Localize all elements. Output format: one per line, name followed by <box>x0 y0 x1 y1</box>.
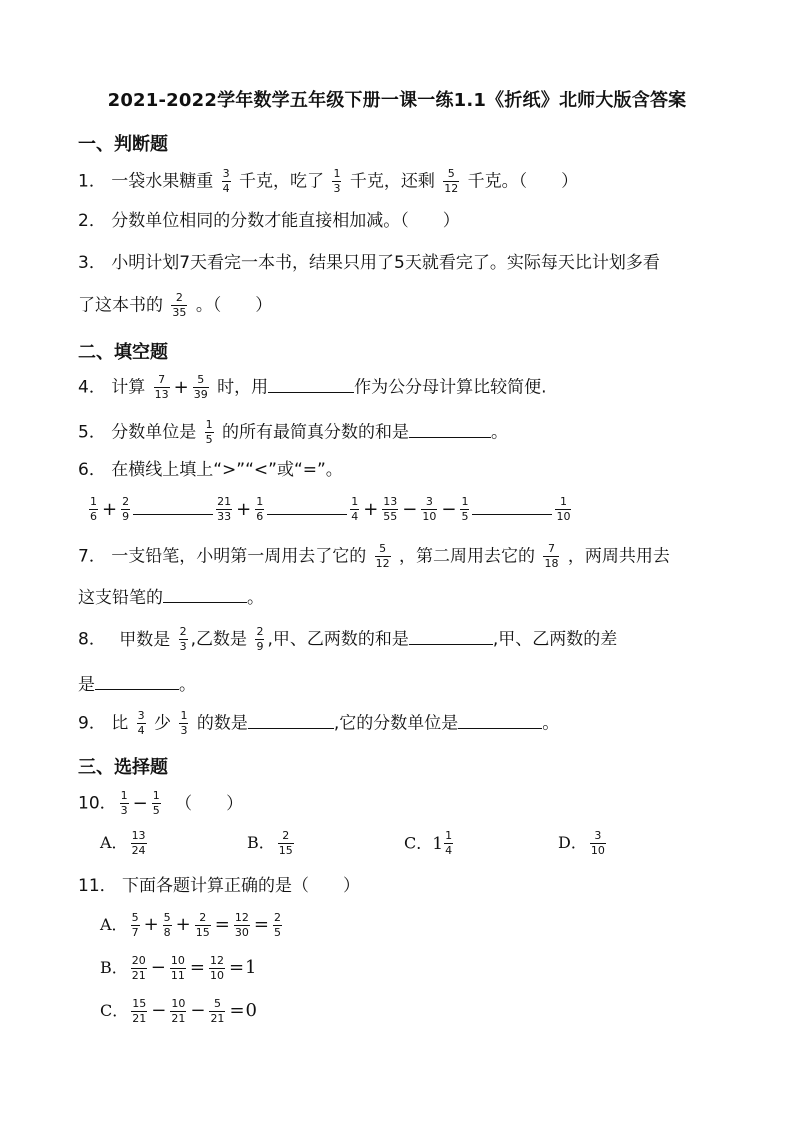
question-3-cont <box>78 292 272 319</box>
question-7 <box>78 543 670 570</box>
operator: + <box>363 498 379 520</box>
question-text: 下面各题计算正确的是（ ） <box>122 876 361 896</box>
question-text: 。 <box>542 713 560 734</box>
operator: − <box>402 498 418 520</box>
question-10 <box>78 790 243 817</box>
fraction: $\frac{5}{12}$ <box>444 167 459 196</box>
question-text: 。 <box>247 588 264 608</box>
fraction: $\frac{5}{12}$ <box>375 542 390 571</box>
option-c[interactable]: C． $\frac{15}{21}$ − $\frac{10}{21}$ − $\frac{5}{21}$ =0 <box>100 997 257 1026</box>
compare-blank[interactable] <box>133 497 213 515</box>
question-3 <box>78 255 660 272</box>
question-text: ,它的分数单位是 <box>333 713 459 734</box>
question-1 <box>78 168 578 195</box>
fraction: $\frac{2}{9}$ <box>256 625 264 654</box>
question-text: 一支铅笔，小明第一周用去了它的 <box>111 546 367 567</box>
question-text: 。（ ） <box>195 295 273 316</box>
question-11 <box>78 878 360 895</box>
question-text: 分数单位相同的分数才能直接相加减。（ ） <box>111 211 460 231</box>
option-a[interactable]: A． $\frac{5}{7}$ + $\frac{5}{8}$ + $\frac{2}{15}$ = $\frac{12}{30}$ = $\frac{2}{5}$ <box>100 911 281 940</box>
fraction: $\frac{2}{3}$ <box>179 625 187 654</box>
option-label: B． <box>100 958 128 978</box>
question-number: 1． <box>78 171 106 192</box>
fraction: $\frac{5}{39}$ <box>193 373 208 402</box>
question-text: 在横线上填上“>”“<”或“=”。 <box>111 460 343 480</box>
fraction: $\frac{3}{4}$ <box>137 709 145 738</box>
fraction: $\frac{3}{10}$ <box>422 495 437 524</box>
answer-blank[interactable] <box>409 420 491 438</box>
question-text: 了这本书的 <box>78 295 163 316</box>
question-text: ，两周共用去 <box>567 546 670 567</box>
question-text: 千克，还剩 <box>349 171 435 192</box>
operator: + <box>236 498 252 520</box>
question-number: 5． <box>78 422 106 443</box>
answer-blank[interactable] <box>458 711 542 729</box>
question-text: 少 <box>154 713 172 734</box>
page-title: 2021-2022学年数学五年级下册一课一练1.1《折纸》北师大版含答案 <box>107 90 687 111</box>
question-number: 3． <box>78 253 106 273</box>
question-text: 的所有最简真分数的和是 <box>222 422 410 443</box>
question-5 <box>78 419 508 446</box>
option-a[interactable] <box>100 830 150 857</box>
operator: + <box>102 498 118 520</box>
question-number: 7． <box>78 546 106 567</box>
answer-blank[interactable] <box>248 711 334 729</box>
question-number: 9． <box>78 713 106 734</box>
answer-blank[interactable] <box>409 627 493 645</box>
option-d[interactable] <box>558 830 609 857</box>
fraction: $\frac{1}{3}$ <box>180 709 188 738</box>
fraction: $\frac{3}{10}$ <box>590 829 605 858</box>
question-text: 这支铅笔的 <box>78 588 163 608</box>
fraction: $\frac{1}{6}$ <box>256 495 264 524</box>
question-text: 是 <box>78 675 95 695</box>
question-text: 比 <box>111 713 129 734</box>
fraction: $\frac{1}{5}$ <box>461 495 469 524</box>
fraction: $\frac{1}{6}$ <box>90 495 97 524</box>
question-text: ,甲、乙两数的和是 <box>267 629 409 650</box>
question-number: 4． <box>78 377 106 398</box>
question-text: 一袋水果糖重 <box>111 171 214 192</box>
question-number: 8． <box>78 629 106 650</box>
plus-sign: + <box>173 376 189 398</box>
question-text: 。 <box>491 422 509 443</box>
fraction: $\frac{21}{33}$ <box>217 495 232 524</box>
fraction: $\frac{1}{10}$ <box>556 495 571 524</box>
fraction: $\frac{2}{15}$ <box>278 829 293 858</box>
question-text: 作为公分母计算比较简便. <box>354 377 547 398</box>
compare-blank[interactable] <box>267 497 347 515</box>
question-6 <box>78 462 343 479</box>
option-label: A． <box>100 915 128 935</box>
mixed-number: 1 $\frac{1}{4}$ <box>432 829 453 858</box>
question-text: 千克，吃了 <box>239 171 325 192</box>
option-b[interactable]: B． $\frac{20}{21}$ − $\frac{10}{11}$ = $\frac{12}{10}$ =1 <box>100 954 257 983</box>
question-text: 。 <box>179 675 196 695</box>
answer-blank[interactable] <box>163 585 247 603</box>
answer-paren: （ ） <box>175 793 244 814</box>
option-label: C． <box>100 1001 129 1021</box>
question-number: 2． <box>78 211 106 231</box>
fraction: $\frac{1}{3}$ <box>333 167 341 196</box>
section-heading-fill: 二、填空题 <box>78 342 168 363</box>
question-text: 千克。（ ） <box>467 171 579 192</box>
fraction: $\frac{7}{18}$ <box>544 542 559 571</box>
question-number: 11． <box>78 876 117 896</box>
question-text: 小明计划7天看完一本书，结果只用了5天就看完了。实际每天比计划多看 <box>111 253 660 273</box>
fraction: $\frac{2}{9}$ <box>122 495 130 524</box>
answer-blank[interactable] <box>268 375 354 393</box>
question-text: ,甲、乙两数的差 <box>492 629 618 650</box>
section-heading-judgment: 一、判断题 <box>78 134 168 155</box>
minus-sign: − <box>132 792 148 814</box>
option-c[interactable] <box>404 830 456 857</box>
option-label: A． <box>100 833 128 853</box>
fraction: $\frac{1}{5}$ <box>152 789 160 818</box>
question-8-cont <box>78 672 196 694</box>
fraction: $\frac{1}{5}$ <box>205 418 213 447</box>
answer-blank[interactable] <box>95 672 179 690</box>
question-number: 6． <box>78 460 106 480</box>
question-text: 的数是 <box>196 713 248 734</box>
fraction: $\frac{3}{4}$ <box>222 167 230 196</box>
question-6-items <box>86 496 574 523</box>
question-text: 时，用 <box>217 377 269 398</box>
question-2 <box>78 213 460 230</box>
fraction: $\frac{1}{4}$ <box>351 495 359 524</box>
question-text: 计算 <box>111 377 146 398</box>
operator: − <box>441 498 457 520</box>
question-7-cont <box>78 585 264 607</box>
question-8 <box>78 626 617 653</box>
fraction: $\frac{2}{35}$ <box>172 291 187 320</box>
question-text: ,乙数是 <box>190 629 248 650</box>
fraction: $\frac{13}{55}$ <box>383 495 398 524</box>
question-number: 10． <box>78 793 117 814</box>
question-text: 分数单位是 <box>111 422 197 443</box>
fraction: $\frac{13}{24}$ <box>131 829 146 858</box>
question-text: 甲数是 <box>119 629 171 650</box>
option-b[interactable] <box>247 830 297 857</box>
option-label: B． <box>247 833 275 853</box>
fraction: $\frac{1}{3}$ <box>120 789 128 818</box>
fraction: $\frac{7}{13}$ <box>154 373 169 402</box>
option-label: D． <box>558 833 587 853</box>
section-heading-choice: 三、选择题 <box>78 757 168 778</box>
question-9 <box>78 710 559 737</box>
option-label: C． <box>404 833 433 853</box>
compare-blank[interactable] <box>472 497 552 515</box>
question-4 <box>78 374 547 401</box>
question-text: ，第二周用去它的 <box>399 546 536 567</box>
